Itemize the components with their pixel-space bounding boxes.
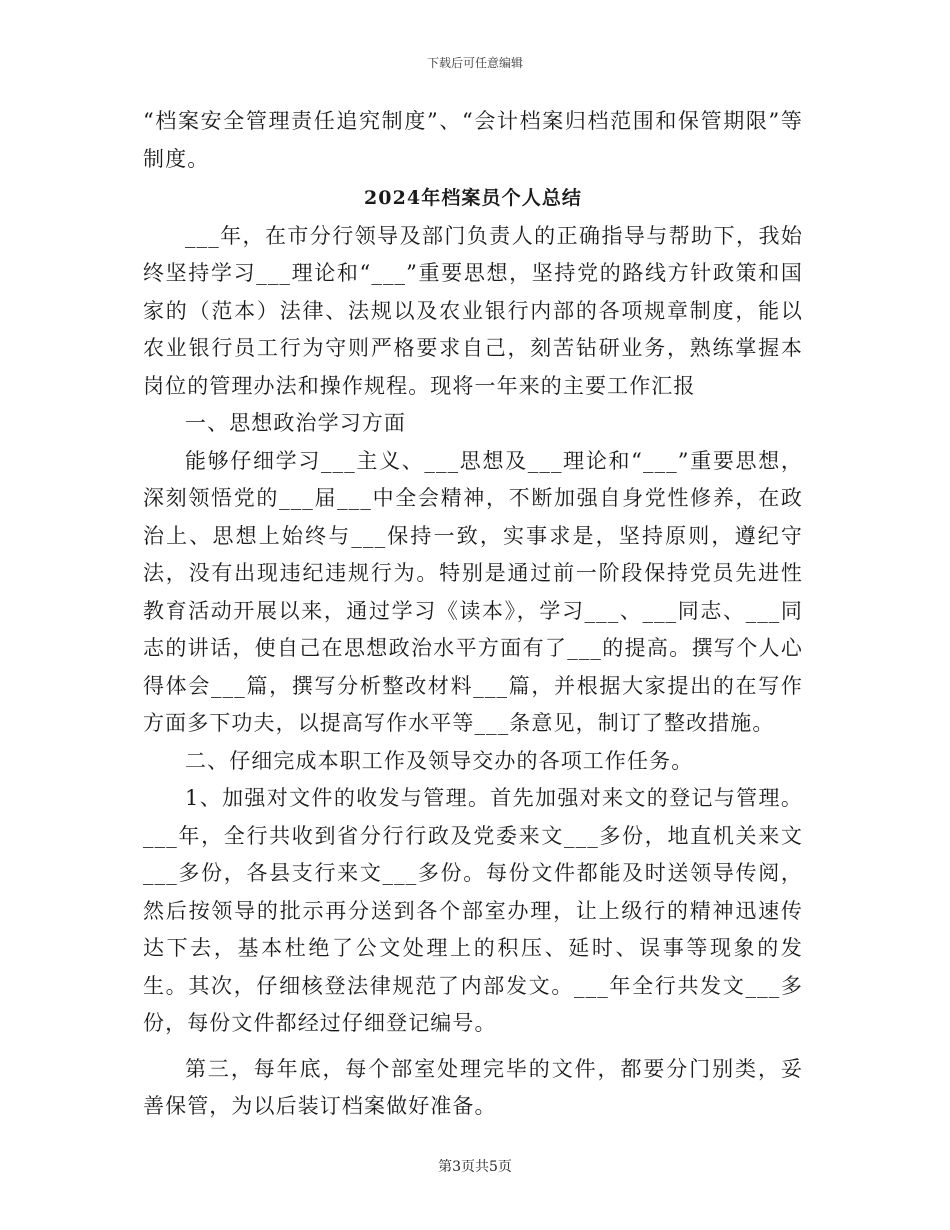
page-footer: 第3页共5页 xyxy=(438,1159,512,1175)
body-paragraph-1: ___年，在市分行领导及部门负责人的正确指导与帮助下，我始终坚持学习___理论和“___”重要思想，坚持党的路线方针政策和国家的（范本）法律、法规以及农业银行内部的各项规章制度，能以农业银行员工行为守则严格要求自己，刻苦钻研业务，熟练掌握本岗位的管理办法和操作规程。现将一年来的主要工作汇报 xyxy=(143,223,803,398)
body-paragraph-2: 能够仔细学习___主义、___思想及___理论和“___”重要思想，深刻领悟党的___届___中全会精神，不断加强自身党性修养，在政治上、思想上始终与___保持一致，实事求是，坚持原则，遵纪守法，没有出现违纪违规行为。特别是通过前一阶段保持党员先进性教育活动开展以来，通过学习《读本》，学习___、___同志、___同志的讲话，使自己在思想政治水平方面有了___的提高。撰写个人心得体会___篇，撰写分析整改材料___篇，并根据大家提出的在写作方面多下功夫，以提高写作水平等___条意见，制订了整改措施。 xyxy=(143,448,803,735)
intro-paragraph: “档案安全管理责任追究制度”、“会计档案归档范围和保管期限”等制度。 xyxy=(143,109,803,171)
section-heading-2: 二、仔细完成本职工作及领导交办的各项工作任务。 xyxy=(185,748,694,773)
body-paragraph-3: 1、加强对文件的收发与管理。首先加强对来文的登记与管理。___年，全行共收到省分行行政及党委来文___多份，地直机关来文___多份，各县支行来文___多份。每份文件都能及时送领导传阅，然后按领导的批示再分送到各个部室办理，让上级行的精神迅速传达下去，基本杜绝了公文处理上的积压、延时、误事等现象的发生。其次，仔细核登法律规范了内部发文。___年全行共发文___多份，每份文件都经过仔细登记编号。 xyxy=(143,786,803,1035)
document-title: 2024年档案员个人总结 xyxy=(363,187,583,209)
body-paragraph-4: 第三，每年底，每个部室处理完毕的文件，都要分门别类，妥善保管，为以后装订档案做好准备。 xyxy=(143,1056,803,1118)
page-header-note: 下载后可任意编辑 xyxy=(426,56,523,70)
document-body xyxy=(143,103,803,1126)
section-heading-1: 一、思想政治学习方面 xyxy=(185,411,406,435)
